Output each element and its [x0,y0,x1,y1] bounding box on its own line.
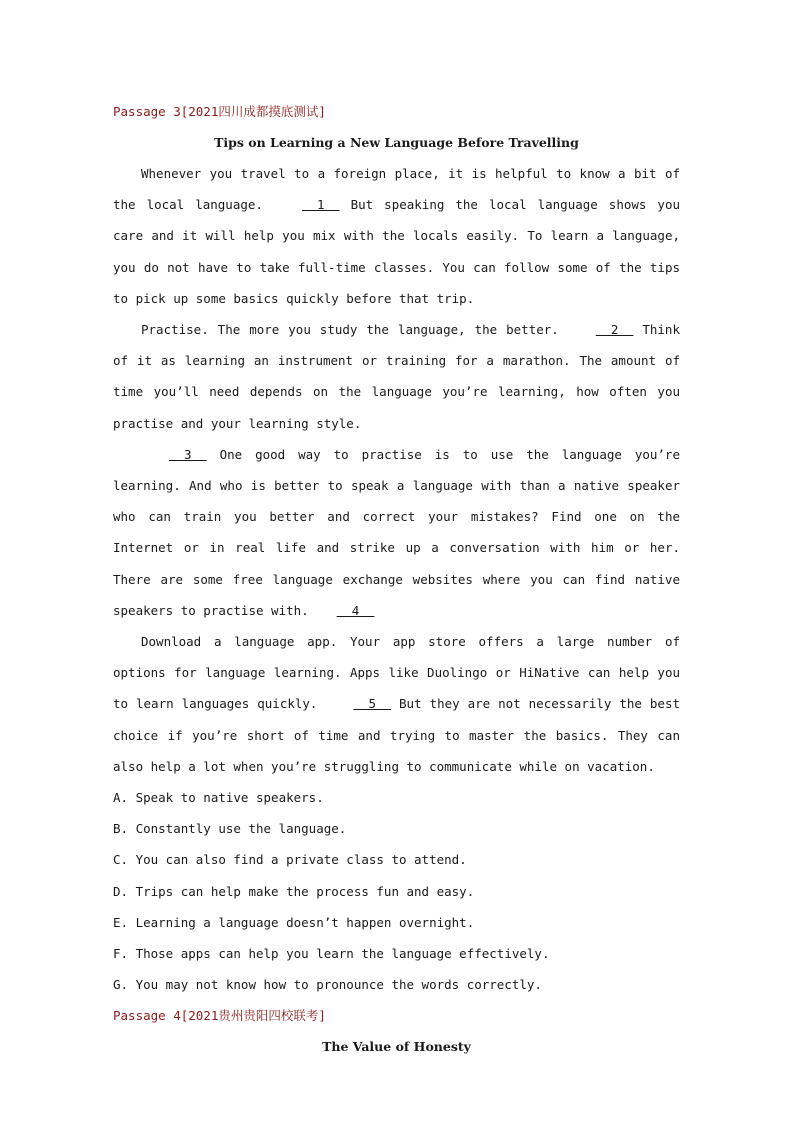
option-d: D. Trips can help make the process fun and easy. [113,883,475,899]
options-list [113,782,680,1000]
paragraph-2-text-b: Think of it as learning an instrument or training for a marathon. The amount of time you’ll need depends on the language you’re learning, how often you practise and your learning style. [113,322,680,431]
paragraph-4-text-a: Download a language app. Your app store offers a large number of options for language learning. Apps like Duolingo or HiNative can help you to learn languages quickly. [113,634,680,712]
option-c: C. You can also find a private class to attend. [113,852,467,868]
option-b: B. Constantly use the language. [113,821,347,837]
blank-4: 4 [336,602,375,618]
passage-4-title: The Value of Honesty [322,1039,471,1055]
option-e: E. Learning a language doesn’t happen overnight. [113,914,475,930]
blank-5: 5 [353,696,392,712]
option-f: F. Those apps can help you learn the language effectively. [113,946,550,961]
paragraph-1 [113,158,680,314]
option-g: G. You may not know how to pronounce the words correctly. [113,977,542,993]
paragraph-4-text-b: But they are not necessarily the best choice if you’re short of time and trying to master the basics. They can also help a lot when you’re struggling to communicate while on vacation. [113,696,680,774]
paragraph-2-text-a: Practise. The more you study the language, the better. [141,322,568,338]
option-a: A. Speak to native speakers. [113,790,324,806]
passage-4-source-label: Passage 4[2021贵州贵阳四校联考] [113,1008,326,1024]
paragraph-1-text-b: But speaking the local language shows you care and it will help you mix with the locals easily. To learn a language, you do not have to take full-time classes. You can follow some of the tips to pick up some basics quickly before that trip. [113,197,681,306]
paragraph-4 [113,626,680,782]
passage-3-title: Tips on Learning a New Language Before Travelling [214,135,579,150]
blank-3: 3 [169,446,207,462]
passage-3-source-label: Passage 3[2021四川成都摸底测试] [113,104,326,119]
paragraph-1-text-a: Whenever you travel to a foreign place, it is helpful to know a bit of the local language. [113,166,680,213]
paragraph-3-text: One good way to practise is to use the language you’re learning. And who is better to speak a language with than a native speaker who can train you better and correct your mistakes? Find one on the Internet or in real life and strike up a conversation with him or her. There are some free language exchange websites where you can find native speakers to practise with. [113,446,680,618]
paragraph-2 [113,314,680,439]
paragraph-3 [113,439,680,626]
document-page [113,96,680,1062]
blank-2: 2 [595,322,634,338]
blank-1: 1 [301,197,340,213]
